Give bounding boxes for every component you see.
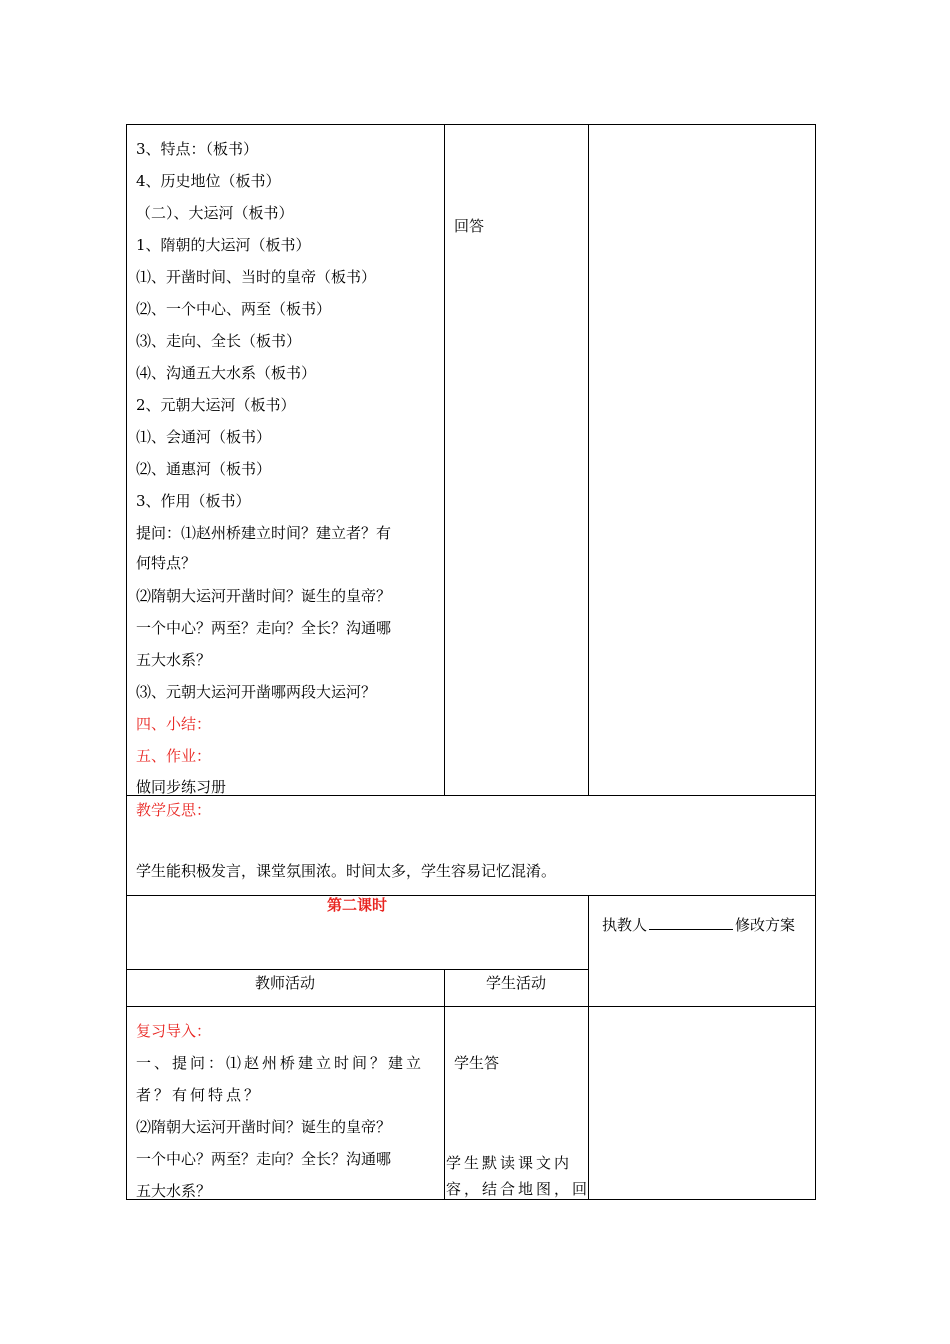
review-line: ⑵隋朝大运河开凿时间？诞生的皇帝？ — [136, 1118, 392, 1136]
teacher-line: 五大水系？ — [136, 651, 212, 669]
teacher-line: ⑵隋朝大运河开凿时间？诞生的皇帝？ — [136, 587, 392, 605]
divider — [126, 795, 816, 796]
executor-revision-label — [602, 915, 795, 935]
divider — [126, 1006, 816, 1007]
divider — [588, 124, 589, 796]
divider — [815, 1006, 816, 1199]
divider — [126, 1006, 127, 1199]
col-header-student: 学生活动 — [485, 974, 546, 992]
divider — [588, 1006, 589, 1199]
review-line: 五大水系？ — [136, 1182, 212, 1200]
teacher-line: 提问：⑴赵州桥建立时间？建立者？有 — [136, 524, 392, 542]
divider — [126, 1199, 816, 1200]
teacher-line: 3、作用（板书） — [136, 492, 251, 510]
teacher-line: ⑶、元朝大运河开凿哪两段大运河？ — [136, 683, 377, 701]
executor-blank — [649, 915, 733, 930]
divider — [444, 1006, 445, 1199]
review-heading: 复习导入： — [136, 1022, 212, 1040]
teacher-line: ⑴、开凿时间、当时的皇帝（板书） — [136, 268, 377, 286]
teacher-line: ⑵、通惠河（板书） — [136, 460, 272, 478]
student-read-line: 容，结合地图，回 — [446, 1180, 591, 1198]
review-line: 者？有何特点？ — [136, 1086, 263, 1104]
teacher-line: （二）、大运河（板书） — [136, 204, 294, 222]
teacher-line: 1、隋朝的大运河（板书） — [136, 236, 311, 254]
reflection-heading: 教学反思： — [136, 801, 212, 819]
lesson2-title: 第二课时 — [326, 896, 387, 914]
review-line: 一、提问：⑴赵州桥建立时间？建立 — [136, 1054, 425, 1072]
homework-heading: 五、作业： — [136, 747, 212, 765]
teacher-line: ⑶、走向、全长（板书） — [136, 332, 302, 350]
teacher-line: ⑴、会通河（板书） — [136, 428, 272, 446]
teacher-line: 2、元朝大运河（板书） — [136, 396, 296, 414]
divider — [588, 895, 589, 1007]
summary-heading: 四、小结： — [136, 715, 212, 733]
divider — [444, 124, 445, 796]
teacher-line: 3、特点：（板书） — [136, 140, 259, 158]
teacher-line: 何特点？ — [136, 554, 197, 572]
teacher-line: 一个中心？两至？走向？全长？沟通哪 — [136, 619, 392, 637]
teacher-line: ⑷、沟通五大水系（板书） — [136, 364, 317, 382]
divider — [815, 895, 816, 1007]
review-line: 一个中心？两至？走向？全长？沟通哪 — [136, 1150, 392, 1168]
student-answer: 回答 — [454, 217, 485, 235]
homework-text: 做同步练习册 — [136, 778, 227, 796]
teacher-line: ⑵、一个中心、两至（板书） — [136, 300, 332, 318]
executor-label: 执教人 — [602, 916, 648, 934]
teacher-line: 4、历史地位（板书） — [136, 172, 281, 190]
divider — [126, 969, 588, 970]
revision-label: 修改方案 — [735, 916, 796, 934]
student-read-line: 学生默读课文内 — [446, 1154, 573, 1172]
col-header-teacher: 教师活动 — [254, 974, 315, 992]
student-answer-2: 学生答 — [454, 1054, 500, 1072]
reflection-text: 学生能积极发言，课堂氛围浓。时间太多，学生容易记忆混淆。 — [136, 862, 557, 880]
